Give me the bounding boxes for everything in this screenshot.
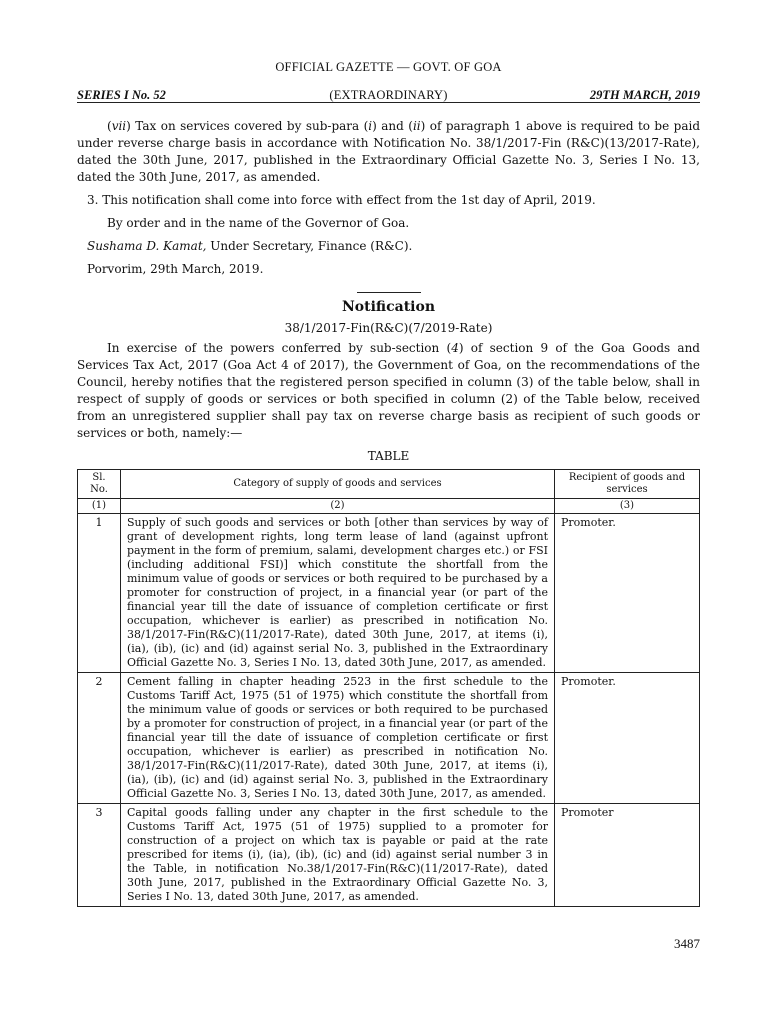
row-recipient: Promoter (555, 804, 700, 907)
para-text: ) and ( (372, 119, 413, 133)
paragraph-3: 3. This notification shall come into force with effect from the 1st day of April, 2019. (87, 193, 596, 207)
col-header-sl: Sl. No. (78, 470, 121, 499)
row-recipient: Promoter. (555, 673, 700, 804)
row-sl: 2 (78, 673, 121, 804)
notification-number: 38/1/2017-Fin(R&C)(7/2019-Rate) (284, 321, 493, 335)
page-body (77, 118, 700, 907)
by-order-line: By order and in the name of the Governor of Goa. (107, 216, 410, 230)
col-number: (3) (555, 499, 700, 514)
signatory-name: Sushama D. Kamat, (87, 239, 207, 253)
row-category: Cement falling in chapter heading 2523 in the first schedule to the Customs Tariff Act, 1975 (51 of 1975) which constitute the shortfall from the minimum value of goods or services or both required to be purchased by a promoter for construction of project, in a financial year (or part of the financial year till the date of issuance of completion certificate or first occupation, whichever is earlier) as prescribed in notification No. 38/1/2017-Fin(R&C)(11/2017-Rate), dated 30th June, 2017, at items (i), (ia), (ib), (ic) and (id) against serial No. 3, published in the Extraordinary Official Gazette No. 3, Series I No. 13, dated 30th June, 2017, as amended. (121, 673, 555, 804)
gazette-subtitle: (EXTRAORDINARY) (329, 88, 448, 102)
issue-date: 29TH MARCH, 2019 (589, 88, 700, 102)
row-category: Capital goods falling under any chapter in the first schedule to the Customs Tariff Act, 1975 (51 of 1975) supplied to a promoter for construction of a project on which tax is payable or paid at the rate prescribed for items (i), (ia), (ib), (ic) and (id) against serial number 3 in the Table, in notification No.38/1/2017-Fin(R&C)(11/2017-Rate), dated 30th June, 2017, published in the Extraordinary Official Gazette No. 3, Series I No. 13, dated 30th June, 2017, as amended. (121, 804, 555, 907)
column-number-row (78, 499, 700, 514)
para-text: Tax on services covered by sub-para ( (130, 119, 369, 133)
section-divider (357, 292, 421, 293)
table-row (78, 673, 700, 804)
intro-text: In exercise of the powers conferred by sub-section ( (107, 341, 452, 355)
col-header-category: Category of supply of goods and services (121, 470, 555, 499)
col-header-recipient: Recipient of goods and services (555, 470, 700, 499)
table-row (78, 514, 700, 673)
page-number: 3487 (674, 936, 700, 951)
col-number: (2) (121, 499, 555, 514)
row-category: Supply of such goods and services or both [other than services by way of grant of development rights, long term lease of land (against upfront payment in the form of premium, salami, development charges etc.) or FSI (including additional FSI)] which constitute the shortfall from the minimum value of goods or services or both required to be purchased by a promoter for construction of project, in a financial year (or part of the financial year till the date of issuance of completion certificate or first occupation, whichever is earlier) as prescribed in notification No. 38/1/2017-Fin(R&C)(11/2017-Rate), dated 30th June, 2017, at items (i), (ia), (ib), (ic) and (id) against serial No. 3, published in the Extraordinary Official Gazette No. 3, Series I No. 13, dated 30th June, 2017, as amended. (121, 514, 555, 673)
intro-text: ) of section 9 of the Goa Goods and Services Tax Act, 2017 (Goa Act 4 of 2017), the Government of Goa, on the recommendations of the Council, hereby notifies that the registered person specified in column (3) of the table below, shall in respect of supply of goods or services or both specified in column (2) of the Table below, received from an unregistered supplier shall pay tax on reverse charge basis as recipient of such goods or services or both, namely:— (77, 341, 700, 440)
col-number: (1) (78, 499, 121, 514)
notification-intro (77, 340, 700, 442)
intro-ref: 4 (451, 341, 459, 355)
row-sl: 1 (78, 514, 121, 673)
signatory-line (77, 238, 700, 255)
para-text: ) of paragraph 1 above is required to be paid under reverse charge basis in accordance with Notification No. 38/1/2017-Fin (R&C)(13/2017-Rate), dated the 30th June, 2017, published in the Extraordinary Official Gazette No. 3, Series I No. 13, dated the 30th June, 2017, as amended. (77, 119, 701, 184)
signatory-designation: Under Secretary, Finance (R&C). (206, 239, 413, 253)
notification-title: Notification (342, 299, 435, 315)
place-date: Porvorim, 29th March, 2019. (87, 262, 264, 276)
table-caption: TABLE (367, 449, 410, 463)
page-header (77, 60, 700, 102)
supply-table (77, 469, 700, 907)
para-ref: ii (412, 119, 421, 133)
gazette-title: OFFICIAL GAZETTE — GOVT. OF GOA (275, 60, 502, 74)
row-recipient: Promoter. (555, 514, 700, 673)
row-sl: 3 (78, 804, 121, 907)
series-number: SERIES I No. 52 (77, 88, 166, 102)
para-ref: i (368, 119, 373, 133)
header-rule (77, 102, 700, 103)
table-header-row (78, 470, 700, 499)
table-row (78, 804, 700, 907)
para-label: vii (111, 119, 127, 133)
paragraph-vii: (vii) Tax on services covered by sub-para (i) and (ii) of paragraph 1 above is required to be paid under reverse charge basis in accordance with Notification No. 38/1/2017-Fin (R&C)(13/2017-Rate), dated the 30th June, 2017, published in the Extraordinary Official Gazette No. 3, Series I No. 13, dated the 30th June, 2017, as amended. (77, 119, 701, 184)
